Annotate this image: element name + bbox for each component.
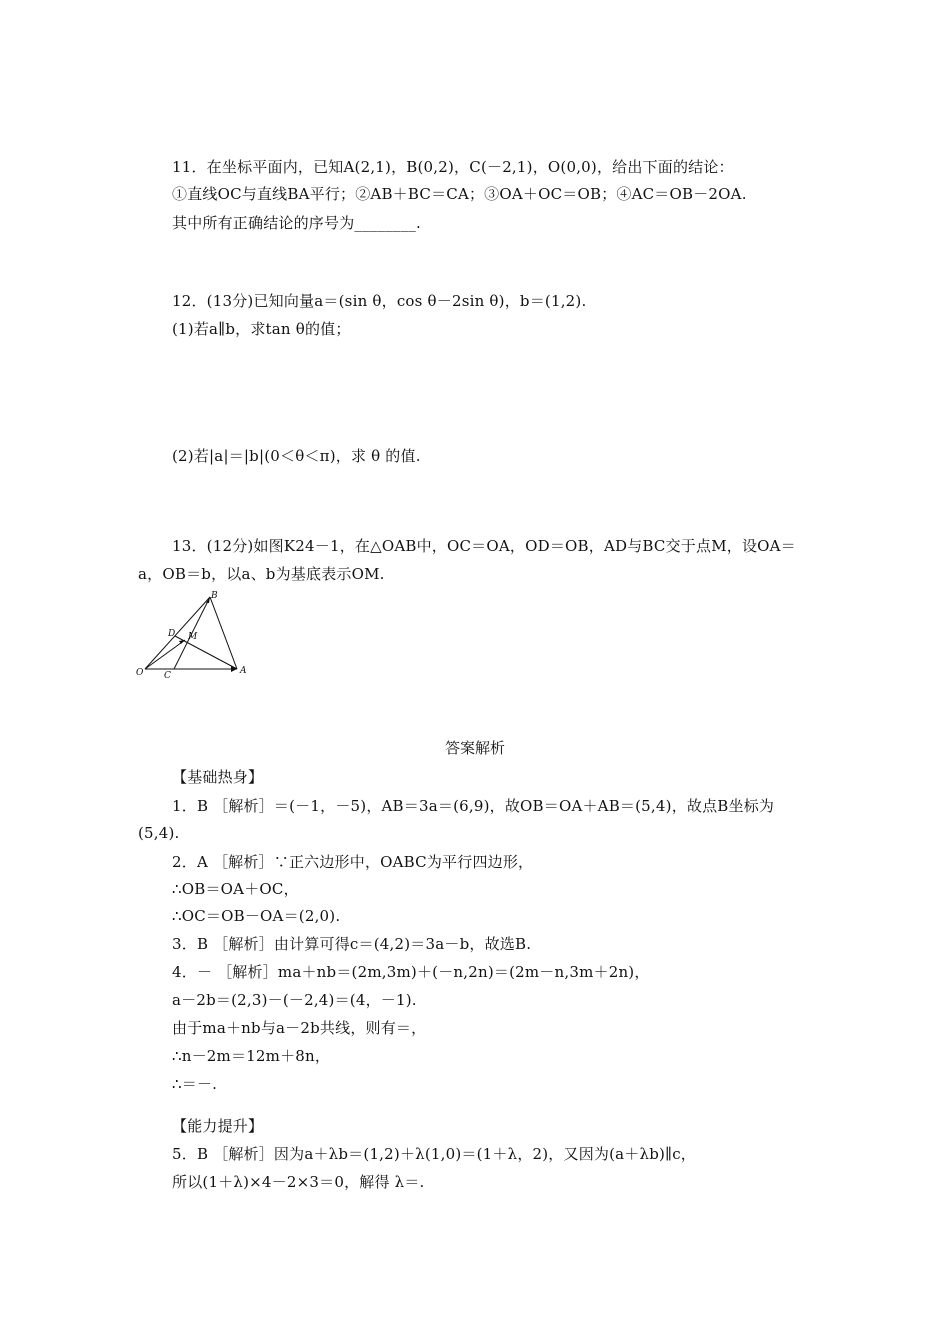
answer-2-line-1: 2．A ［解析］∵正六边形中，OABC为平行四边形， xyxy=(172,853,534,871)
label-o: O xyxy=(136,668,144,678)
answer-2-line-3: ∴OC＝OB－OA＝(2,0). xyxy=(172,907,341,925)
q11-line-2: ①直线OC与直线BA平行；②AB＋BC＝CA；③OA＋OC＝OB；④AC＝OB－2OA. xyxy=(172,185,747,203)
label-d: D xyxy=(168,629,176,639)
label-b: B xyxy=(211,591,218,601)
answer-4-line-1: 4．－ ［解析］ma＋nb＝(2m,3m)＋(－n,2n)＝(2m－n,3m＋2n)， xyxy=(172,963,650,981)
answer-2-line-2: ∴OB＝OA＋OC， xyxy=(172,880,299,898)
q13-line-1: 13．(12分)如图K24－1，在△OAB中，OC＝OA，OD＝OB，AD与BC交于点M，设OA＝ xyxy=(172,537,796,555)
section-basic: 【基础热身】 xyxy=(172,768,264,786)
answer-1-line-2: (5,4). xyxy=(138,824,180,842)
answer-3-line-1: 3．B ［解析］由计算可得c＝(4,2)＝3a－b，故选B. xyxy=(172,935,532,953)
answer-title: 答案解析 xyxy=(444,739,505,757)
answer-4-line-5: ∴＝－. xyxy=(172,1075,218,1093)
q11-line-1: 11．在坐标平面内，已知A(2,1)，B(0,2)，C(－2,1)，O(0,0)，给出下面的结论： xyxy=(172,158,734,176)
answer-4-line-2: a－2b＝(2,3)－(－2,4)＝(4，－1). xyxy=(172,991,417,1009)
q11-line-3: 其中所有正确结论的序号为________. xyxy=(172,214,421,232)
segment-ob xyxy=(145,597,210,669)
label-a: A xyxy=(240,666,247,676)
segment-om xyxy=(145,640,185,669)
answer-5-line-2: 所以(1＋λ)×4－2×3＝0，解得 λ＝. xyxy=(172,1173,425,1191)
arrow-b xyxy=(206,597,210,603)
answer-5-line-1: 5．B ［解析］因为a＋λb＝(1,2)＋λ(1,0)＝(1＋λ，2)，又因为(a＋λb)∥c， xyxy=(172,1145,696,1163)
segment-ab xyxy=(210,597,237,669)
q12-line-1: 12．(13分)已知向量a＝(sin θ，cos θ－2sin θ)，b＝(1,2). xyxy=(172,292,587,310)
answer-4-line-4: ∴n－2m＝12m＋8n， xyxy=(172,1047,331,1065)
answer-4-line-3: 由于ma＋nb与a－2b共线，则有＝， xyxy=(172,1019,427,1037)
q12-line-2: (1)若a∥b，求tan θ的值； xyxy=(172,320,351,338)
q13-line-2: a，OB＝b，以a、b为基底表示OM. xyxy=(138,565,385,583)
label-m: M xyxy=(188,632,198,642)
answer-1-line-1: 1．B ［解析］＝(－1，－5)，AB＝3a＝(6,9)，故OB＝OA＋AB＝(5,4)，故点B坐标为 xyxy=(172,797,775,815)
section-advanced: 【能力提升】 xyxy=(172,1117,264,1135)
triangle-figure xyxy=(130,588,260,680)
q12-line-3: (2)若|a|＝|b|(0＜θ＜π)，求 θ 的值. xyxy=(172,447,421,465)
label-c: C xyxy=(164,671,171,680)
